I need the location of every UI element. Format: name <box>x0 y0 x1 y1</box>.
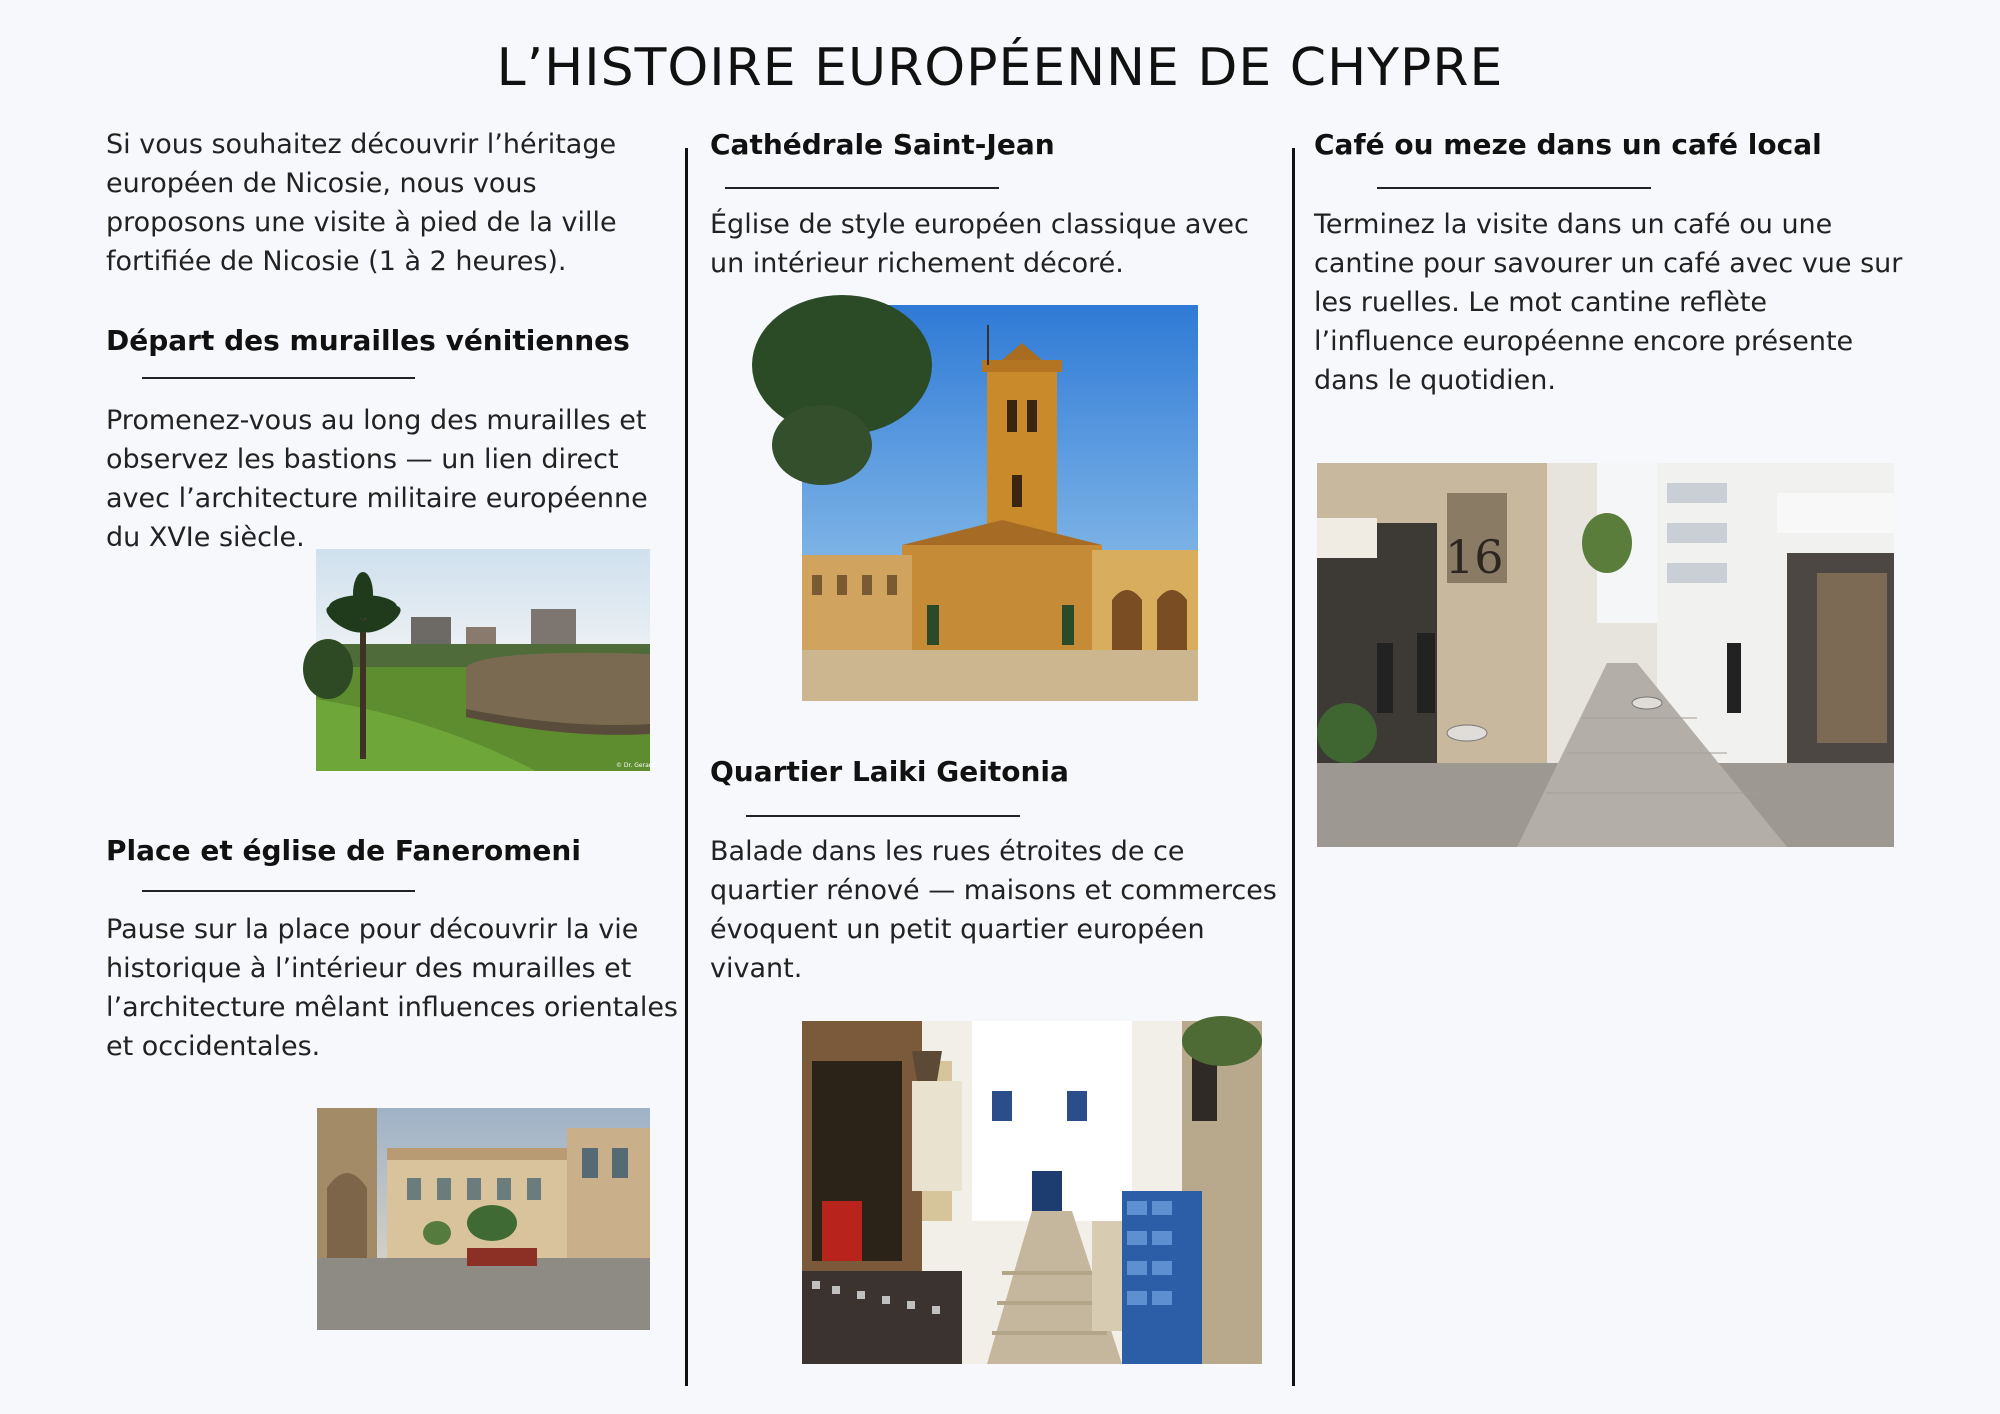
heading-underline <box>1377 187 1651 189</box>
section-heading-saint-john: Cathédrale Saint-Jean <box>710 128 1055 161</box>
photo-laiki-geitonia <box>802 1021 1262 1364</box>
section-text-venetian-walls: Promenez-vous au long des murailles et observez les bastions — un lien direct avec l’architecture militaire européenne du XVIe siècle. <box>106 405 648 553</box>
photo-saint-john-cathedral <box>802 305 1198 701</box>
section-heading-faneromeni: Place et église de Faneromeni <box>106 834 581 867</box>
heading-underline <box>142 377 415 379</box>
photo-faneromeni-square <box>317 1108 650 1330</box>
photo-credit-text: © Dr. Gerard <box>616 762 655 769</box>
photo-local-cafe-street <box>1317 463 1894 847</box>
section-text-saint-john: Église de style européen classique avec un intérieur richement décoré. <box>710 209 1249 279</box>
heading-underline <box>725 187 999 189</box>
intro-text: Si vous souhaitez découvrir l’héritage européen de Nicosie, nous vous proposons une visite à pied de la ville fortifiée de Nicosie (1 à 2 heures). <box>106 129 617 277</box>
section-heading-local-cafe: Café ou meze dans un café local <box>1314 128 1822 161</box>
page-title: L’HISTOIRE EUROPÉENNE DE CHYPRE <box>496 38 1504 98</box>
section-heading-venetian-walls: Départ des murailles vénitiennes <box>106 324 630 357</box>
photo-number-text: 16 <box>1445 530 1504 584</box>
heading-underline <box>142 890 415 892</box>
heading-underline <box>746 815 1020 817</box>
section-text-faneromeni: Pause sur la place pour découvrir la vie historique à l’intérieur des murailles et l’architecture mêlant influences orientales et occidentales. <box>106 914 678 1062</box>
photo-venetian-walls <box>316 549 655 771</box>
section-text-laiki-geitonia: Balade dans les rues étroites de ce quartier rénové — maisons et commerces évoquent un petit quartier européen vivant. <box>710 836 1277 984</box>
section-text-local-cafe: Terminez la visite dans un café ou une cantine pour savourer un café avec vue sur les ruelles. Le mot cantine reflète l’influence européenne encore présente dans le quotidien. <box>1314 209 1903 396</box>
section-heading-laiki-geitonia: Quartier Laiki Geitonia <box>710 755 1069 788</box>
column-divider-right <box>1292 148 1295 1386</box>
column-divider-left <box>685 148 688 1386</box>
